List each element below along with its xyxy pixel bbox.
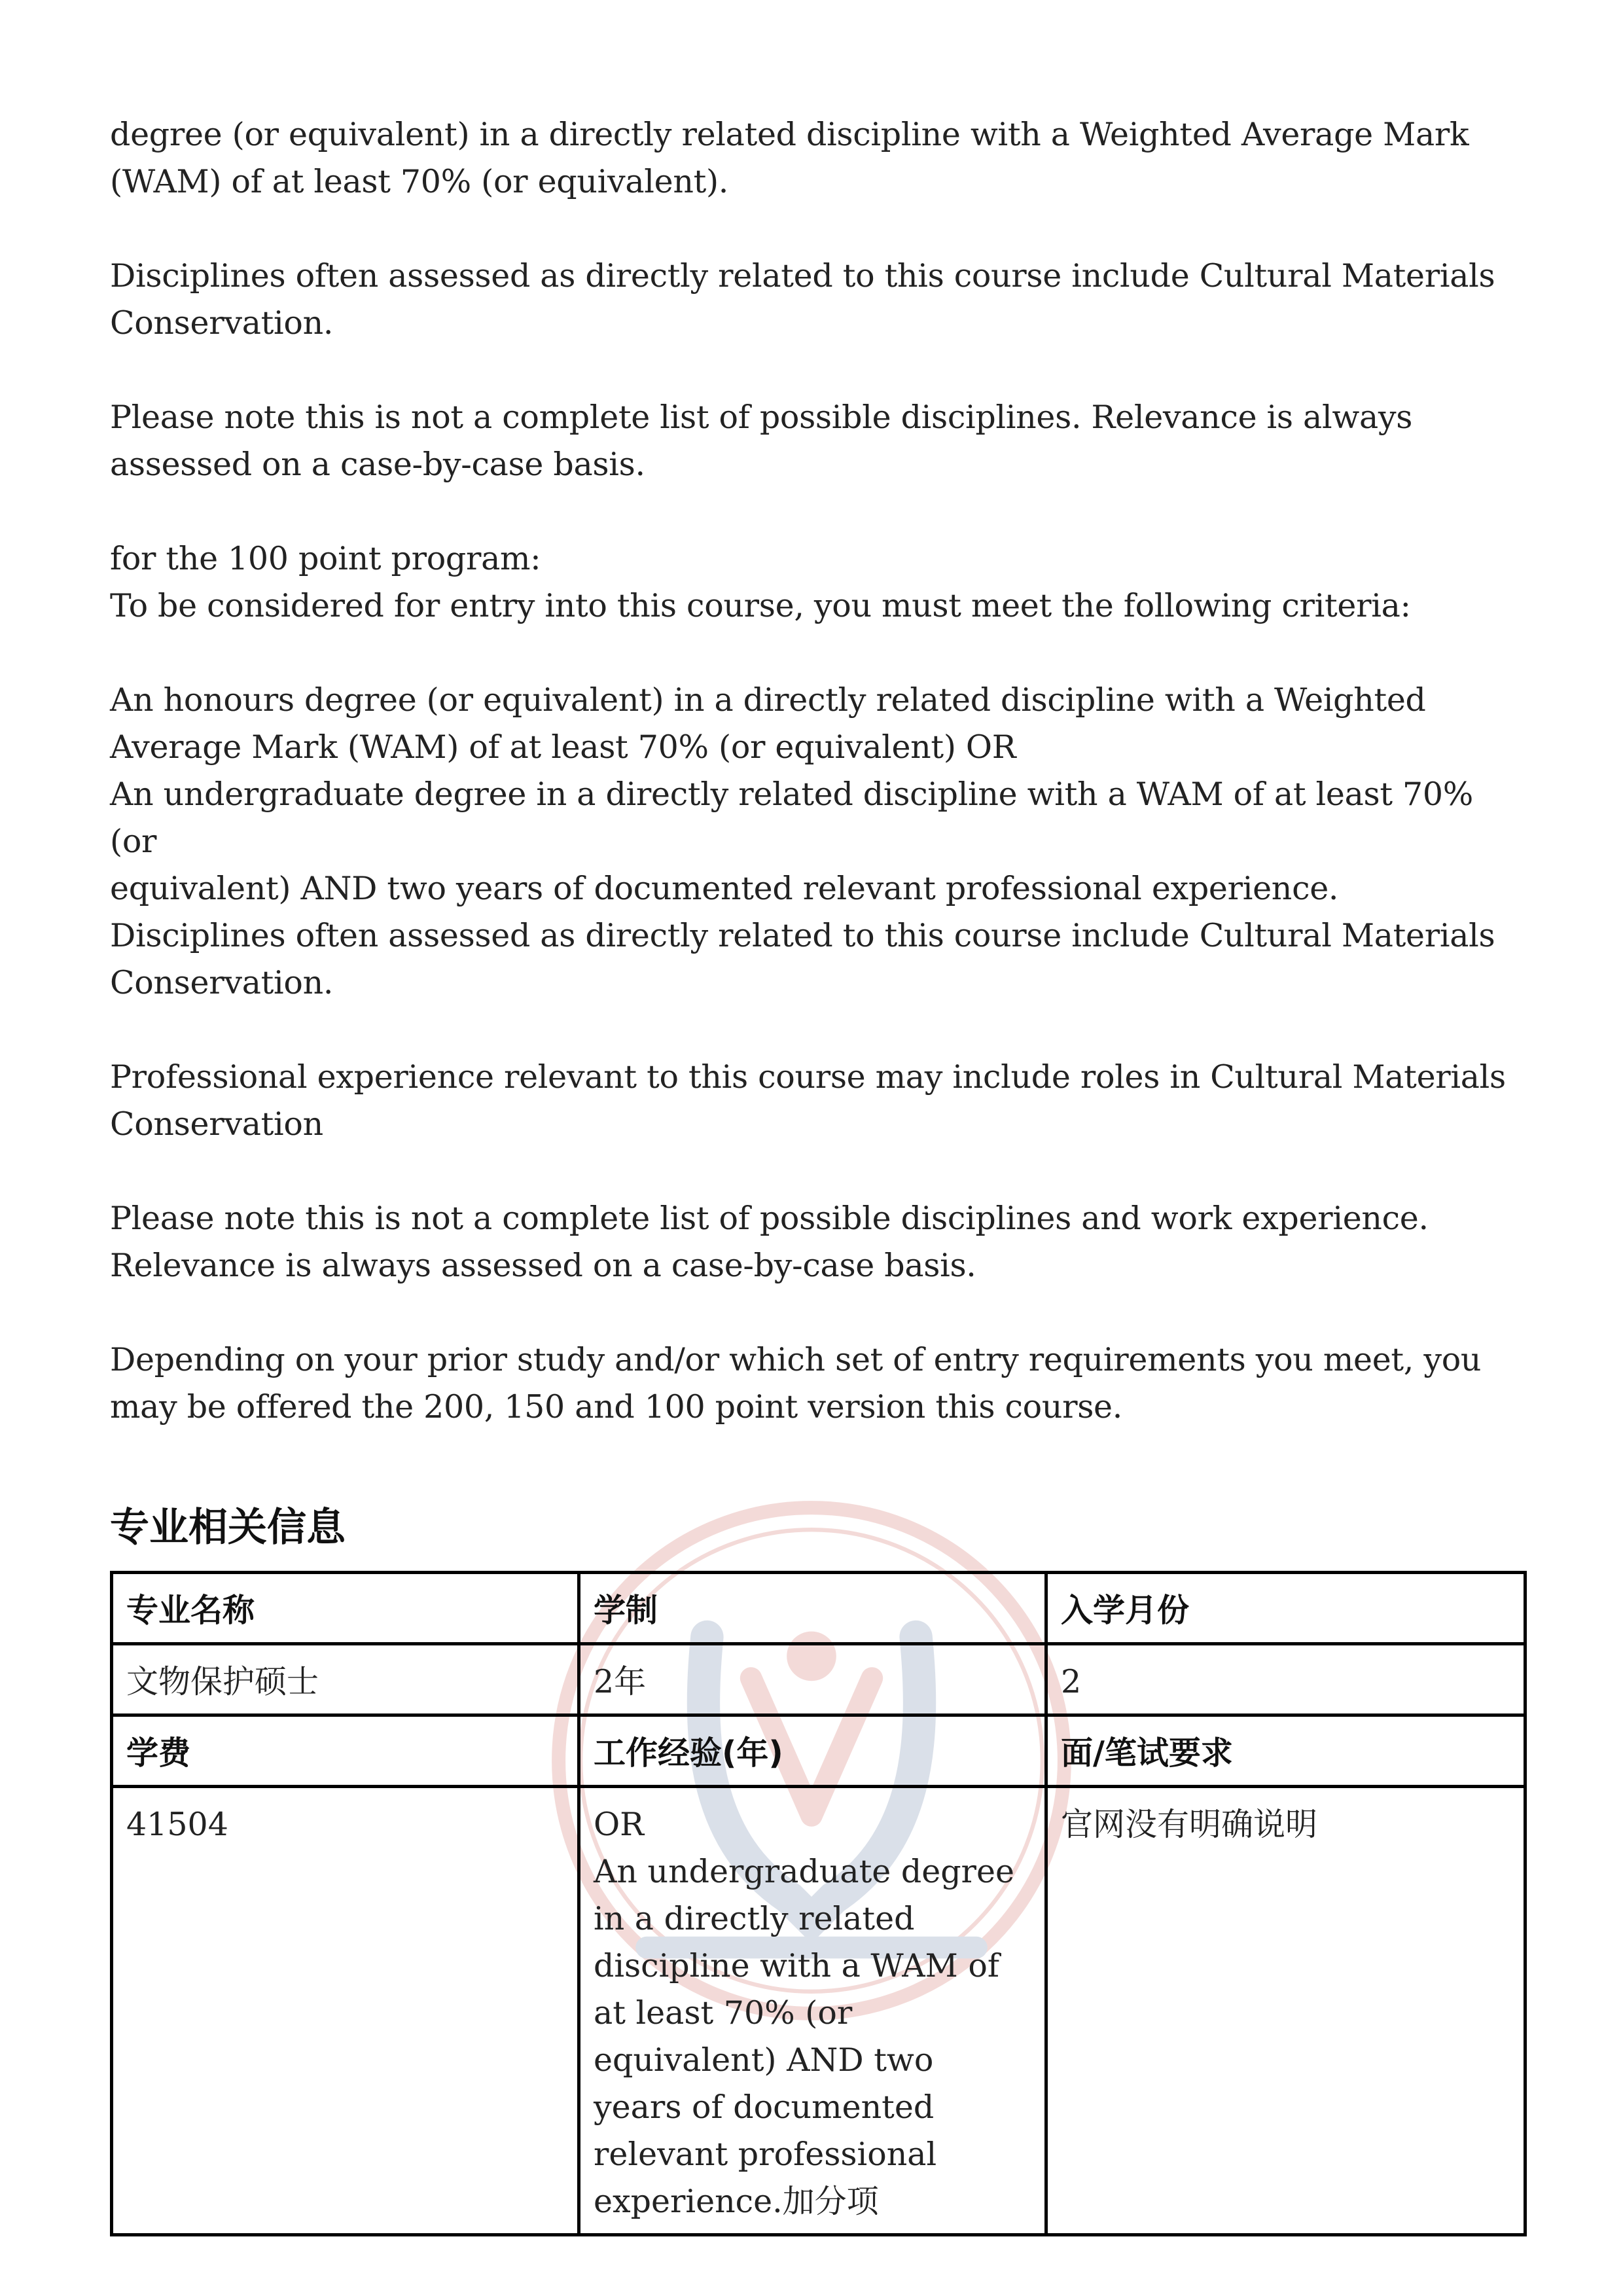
paragraph-professional-experience: Professional experience relevant to this course may include roles in Cultural Materials Conservation [110, 1058, 1506, 1143]
header-intake-month: 入学月份 [1046, 1573, 1525, 1644]
header-work-experience: 工作经验(年) [579, 1715, 1046, 1787]
header-tuition: 学费 [112, 1715, 579, 1787]
cell-tuition: 41504 [112, 1787, 579, 2235]
paragraph-wam-requirement: degree (or equivalent) in a directly related discipline with a Weighted Average Mark (WAM) of at least 70% (or equivalent). [110, 116, 1469, 200]
paragraph-work-experience-note: Please note this is not a complete list of possible disciplines and work experience. Relevance is always assessed on a case-by-case basis. [110, 1200, 1429, 1284]
table-row [112, 1787, 1525, 2235]
cell-interview-exam: 官网没有明确说明 [1046, 1787, 1525, 2235]
document-page [110, 111, 1524, 2236]
table-row [112, 1573, 1525, 1644]
table-row [112, 1644, 1525, 1715]
header-interview-exam: 面/笔试要求 [1046, 1715, 1525, 1787]
cell-program-name: 文物保护硕士 [112, 1644, 579, 1715]
paragraph-relevance-note: Please note this is not a complete list of possible disciplines. Relevance is always assessed on a case-by-case basis. [110, 399, 1413, 483]
cell-duration: 2年 [579, 1644, 1046, 1715]
program-info-table [110, 1571, 1527, 2236]
paragraph-100-point-criteria: An honours degree (or equivalent) in a directly related discipline with a Weighted Average Mark (WAM) of at least 70% (or equivalent) OR An undergraduate degree in a directly related discipline with a WAM of at least 70% (or equivalent) AND two years of documented relevant professional experience. Disciplines often assessed as directly related to this course include Cultural Materials Conservation. [110, 681, 1495, 1001]
section-title: 专业相关信息 [110, 1505, 346, 1551]
cell-intake-month: 2 [1046, 1644, 1525, 1715]
paragraph-point-versions: Depending on your prior study and/or which set of entry requirements you meet, you may be offered the 200, 150 and 100 point version this course. [110, 1341, 1482, 1426]
cell-work-experience: OR An undergraduate degree in a directly related discipline with a WAM of at least 70% (or equivalent) AND two years of documented relevant professional experience.加分项 [579, 1787, 1046, 2235]
paragraph-100-point-intro: for the 100 point program: To be considered for entry into this course, you must meet the following criteria: [110, 540, 1411, 624]
header-duration: 学制 [579, 1573, 1046, 1644]
paragraph-related-disciplines: Disciplines often assessed as directly related to this course include Cultural Materials Conservation. [110, 257, 1495, 342]
header-program-name: 专业名称 [112, 1573, 579, 1644]
table-row [112, 1715, 1525, 1787]
